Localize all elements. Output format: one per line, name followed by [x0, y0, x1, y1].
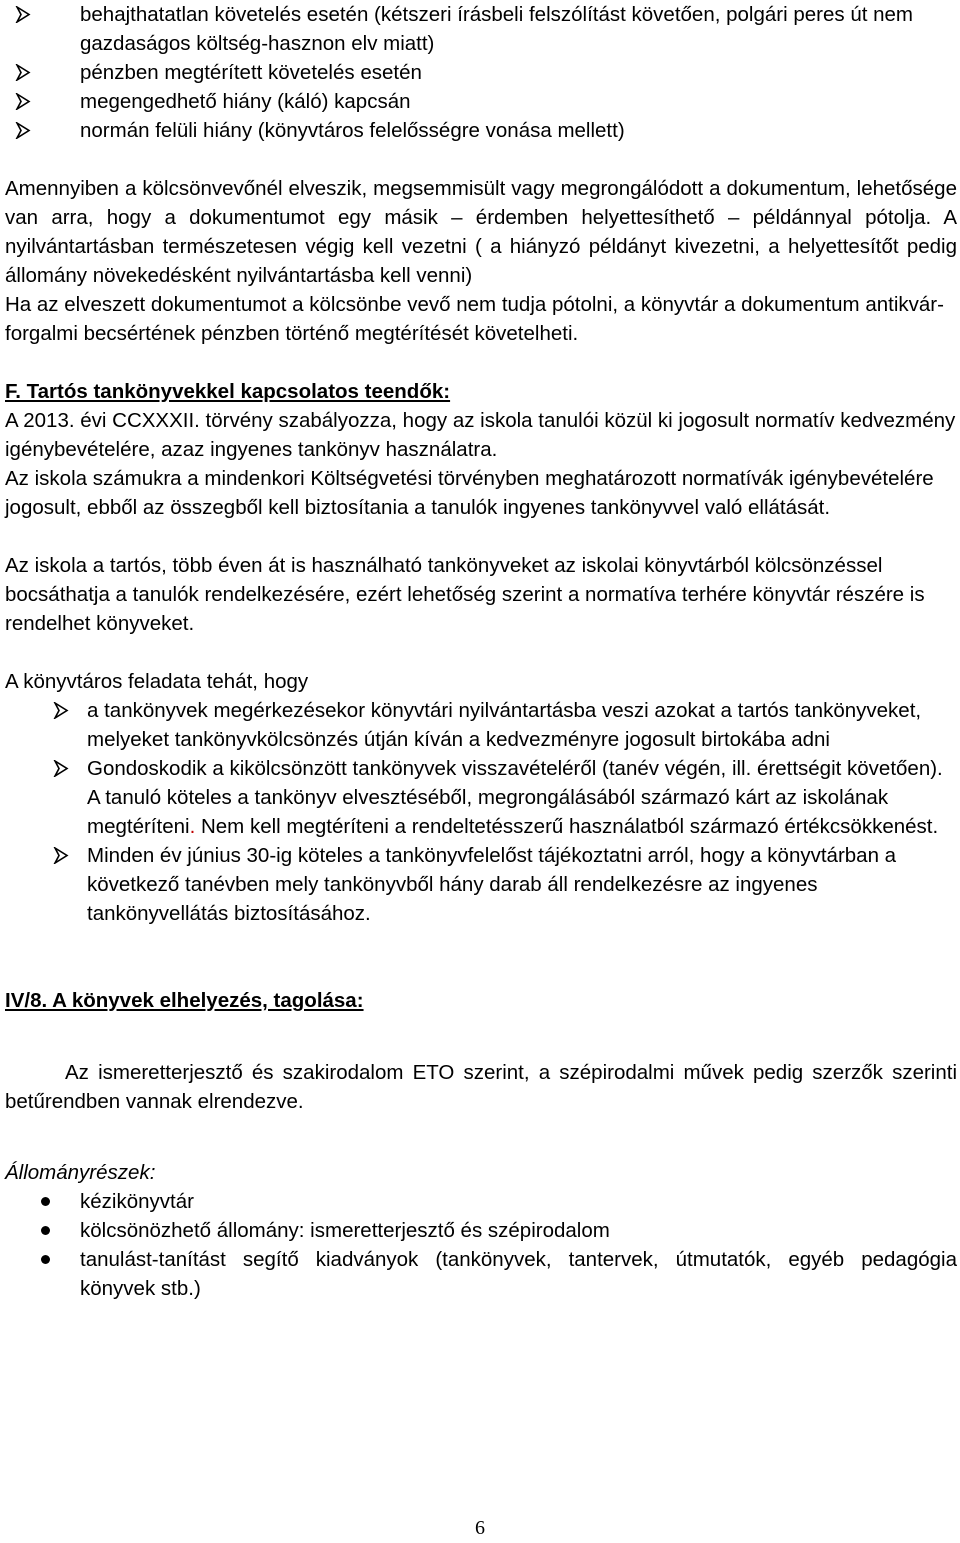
- task-intro: A könyvtáros feladata tehát, hogy: [5, 670, 309, 693]
- list-item: Minden év június 30-ig köteles a tankönyvfelelőst tájékoztatni arról, hogy a könyvtárban a következő tanévben mely tankönyvből hány darab áll rendelkezésre az ingyenes tankönyvellátás biztosításához.: [5, 841, 957, 928]
- list-item: megengedhető hiány (káló) kapcsán: [5, 87, 957, 116]
- write-off-reasons-list: [5, 0, 957, 145]
- page-number: 6: [475, 1517, 485, 1539]
- arrow-bullet-icon: [53, 760, 69, 777]
- arrow-bullet-icon: [15, 93, 31, 110]
- list-item: tanulást-tanítást segítő kiadványok (tankönyvek, tantervek, útmutatók, egyéb pedagógia könyvek stb.): [5, 1245, 957, 1303]
- list-item: a tankönyvek megérkezésekor könyvtári nyilvántartásba veszi azokat a tartós tankönyveket, melyeket tankönyvkölcsönzés útján kíván a kedvezményre jogosult birtokába adni: [5, 696, 957, 754]
- eto-paragraph: Az ismeretterjesztő és szakirodalom ETO szerint, a szépirodalmi művek pedig szerzők szerinti betűrendben vannak elrendezve.: [5, 1061, 957, 1113]
- list-item: kézikönyvtár: [5, 1187, 957, 1216]
- durable-textbooks-paragraph: Az iskola a tartós, több éven át is használható tankönyveket az iskolai könyvtárból kölcsönzéssel bocsáthatja a tanulók rendelkezésére, ezért lehetőség szerint a normatíva terhére könyvtár részére is rendelhet könyveket.: [5, 554, 925, 635]
- list-item: pénzben megtérített követelés esetén: [5, 58, 957, 87]
- stock-label: Állományrészek:: [5, 1161, 156, 1184]
- arrow-bullet-icon: [15, 6, 31, 23]
- arrow-bullet-icon: [15, 64, 31, 81]
- claim-paragraph: Ha az elveszett dokumentumot a kölcsönbe vevő nem tudja pótolni, a könyvtár a dokumentum antikvár-forgalmi becsértének pénzben történő megtérítését követelheti.: [5, 293, 944, 345]
- loss-paragraph: Amennyiben a kölcsönvevőnél elveszik, megsemmisült vagy megrongálódott a dokumentum, lehetősége van arra, hogy a dokumentumot egy másik – érdemben helyettesíthető – példánnyal pótolja. A nyilvántartásban természetesen végig kell vezetni ( a hiányzó példányt kivezetni, a helyettesítőt pedig állomány növekedésként nyilvántartásba kell venni): [5, 177, 957, 287]
- list-item: kölcsönözhető állomány: ismeretterjesztő és szépirodalom: [5, 1216, 957, 1245]
- section-heading-f: F. Tartós tankönyvekkel kapcsolatos teendők:: [5, 380, 451, 403]
- stock-parts-list: [5, 1187, 957, 1303]
- bullet-icon: [41, 1255, 50, 1264]
- red-period: .: [189, 815, 196, 838]
- bullet-icon: [41, 1226, 50, 1235]
- list-item: normán felüli hiány (könyvtáros felelősségre vonása mellett): [5, 116, 957, 145]
- arrow-bullet-icon: [53, 847, 69, 864]
- librarian-task-list: [5, 696, 957, 928]
- bullet-icon: [41, 1197, 50, 1206]
- document-page: [5, 0, 957, 1303]
- section-heading-iv-8: IV/8. A könyvek elhelyezés, tagolása:: [5, 989, 364, 1012]
- normative-paragraph: Az iskola számukra a mindenkori Költségvetési törvényben meghatározott normatívák igénybevételére jogosult, ebből az összegből kell biztosítania a tanulók ingyenes tankönyvvel való ellátását.: [5, 467, 934, 519]
- list-item: behajthatatlan követelés esetén (kétszeri írásbeli felszólítást követően, polgári peres út nem gazdaságos költség-hasznon elv miatt): [5, 0, 957, 58]
- list-item: Gondoskodik a kikölcsönzött tankönyvek visszavételéről (tanév végén, ill. érettségit követően). A tanuló köteles a tankönyv elvesztéséből, megrongálásából származó kárt az iskolának megtéríteni. Nem kell megtéríteni a rendeltetésszerű használatból származó értékcsökkenést.: [5, 754, 957, 841]
- law-paragraph: A 2013. évi CCXXXII. törvény szabályozza, hogy az iskola tanulói közül ki jogosult normatív kedvezmény igénybevételére, azaz ingyenes tankönyv használatra.: [5, 409, 956, 461]
- arrow-bullet-icon: [15, 122, 31, 139]
- arrow-bullet-icon: [53, 702, 69, 719]
